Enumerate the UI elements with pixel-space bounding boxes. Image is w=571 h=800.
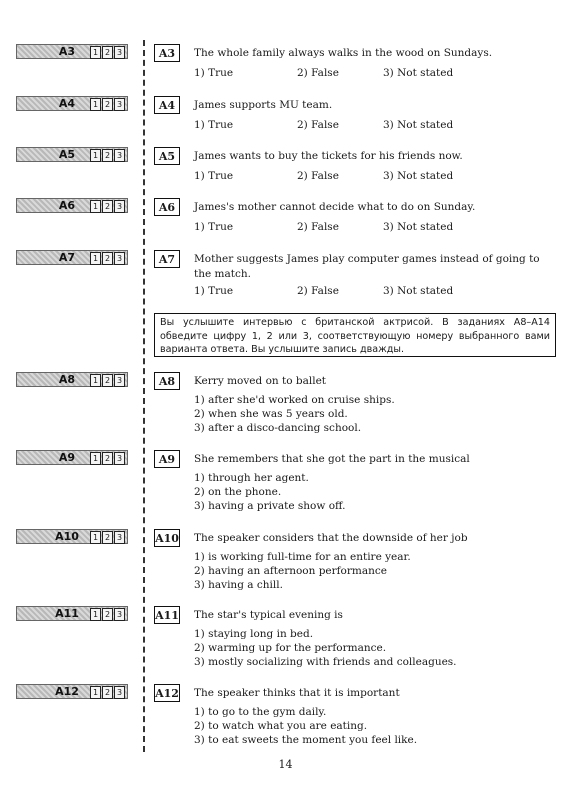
options-list: [194, 550, 411, 592]
strip-box-3[interactable]: 3: [114, 374, 125, 387]
options-list: [194, 705, 417, 747]
question-text: James supports MU team.: [194, 99, 333, 111]
answer-strip-a9: [16, 450, 128, 465]
strip-box-1[interactable]: 1: [90, 608, 101, 621]
strip-code: A7: [58, 251, 76, 264]
option-true[interactable]: 1) True: [194, 221, 234, 233]
options-list: [194, 393, 395, 435]
option-3[interactable]: 3) having a chill.: [194, 579, 283, 591]
strip-code: A5: [58, 148, 76, 161]
question-text: James wants to buy the tickets for his friends now.: [194, 150, 463, 162]
answer-strip-a4: [16, 96, 128, 111]
strip-box-1[interactable]: 1: [90, 686, 101, 699]
options-list: [194, 471, 345, 513]
strip-code: A12: [55, 685, 79, 698]
strip-box-2[interactable]: 2: [102, 149, 113, 162]
question-code: A7: [154, 250, 180, 268]
strip-code: A11: [55, 607, 79, 620]
question-text: The whole family always walks in the wood on Sundays.: [194, 47, 493, 59]
option-1[interactable]: 1) after she'd worked on cruise ships.: [194, 394, 395, 406]
strip-box-3[interactable]: 3: [114, 200, 125, 213]
strip-box-3[interactable]: 3: [114, 98, 125, 111]
strip-code: A4: [58, 97, 76, 110]
option-2[interactable]: 2) when she was 5 years old.: [194, 408, 348, 420]
question-text: Kerry moved on to ballet: [194, 375, 326, 387]
strip-box-3[interactable]: 3: [114, 452, 125, 465]
answer-strip-a12: [16, 684, 128, 699]
option-not-stated[interactable]: 3) Not stated: [383, 170, 454, 182]
option-true[interactable]: 1) True: [194, 119, 234, 131]
answer-strip-a6: [16, 198, 128, 213]
answer-strip-a5: [16, 147, 128, 162]
question-text: James's mother cannot decide what to do on Sunday.: [194, 201, 476, 213]
option-2[interactable]: 2) to watch what you are eating.: [194, 720, 368, 732]
option-3[interactable]: 3) after a disco-dancing school.: [194, 422, 362, 434]
strip-box-2[interactable]: 2: [102, 686, 113, 699]
question-code: A4: [154, 96, 180, 114]
option-not-stated[interactable]: 3) Not stated: [383, 285, 454, 297]
option-true[interactable]: 1) True: [194, 170, 234, 182]
strip-box-1[interactable]: 1: [90, 98, 101, 111]
question-text: She remembers that she got the part in the musical: [194, 453, 470, 465]
option-not-stated[interactable]: 3) Not stated: [383, 221, 454, 233]
strip-box-2[interactable]: 2: [102, 452, 113, 465]
question-code: A5: [154, 147, 180, 165]
question-code: A9: [154, 450, 180, 468]
instruction-box: Вы услышите интервью с британской актрисой. В заданиях А8–А14 обведите цифру 1, 2 или 3, соответствующую номеру выбранного вами варианта ответа. Вы услышите запись дважды.: [154, 313, 556, 357]
question-text: The speaker considers that the downside of her job: [194, 532, 468, 544]
options-row: [194, 284, 453, 298]
answer-strip-a3: [16, 44, 128, 59]
strip-box-2[interactable]: 2: [102, 608, 113, 621]
question-code: A3: [154, 44, 180, 62]
strip-box-1[interactable]: 1: [90, 531, 101, 544]
answer-strip-a10: [16, 529, 128, 544]
strip-box-3[interactable]: 3: [114, 608, 125, 621]
option-3[interactable]: 3) having a private show off.: [194, 500, 346, 512]
option-1[interactable]: 1) to go to the gym daily.: [194, 706, 327, 718]
option-false[interactable]: 2) False: [297, 67, 339, 79]
question-code: A11: [154, 606, 180, 624]
option-3[interactable]: 3) mostly socializing with friends and colleagues.: [194, 656, 457, 668]
option-false[interactable]: 2) False: [297, 170, 339, 182]
dashed-separator: [143, 40, 145, 752]
answer-strip-a7: [16, 250, 128, 265]
option-true[interactable]: 1) True: [194, 285, 234, 297]
option-2[interactable]: 2) warming up for the performance.: [194, 642, 387, 654]
strip-box-1[interactable]: 1: [90, 149, 101, 162]
strip-box-3[interactable]: 3: [114, 531, 125, 544]
strip-box-1[interactable]: 1: [90, 452, 101, 465]
strip-box-3[interactable]: 3: [114, 252, 125, 265]
option-false[interactable]: 2) False: [297, 285, 339, 297]
strip-box-3[interactable]: 3: [114, 46, 125, 59]
option-2[interactable]: 2) having an afternoon performance: [194, 565, 387, 577]
options-row: [194, 118, 453, 132]
page-number: 14: [278, 758, 293, 771]
options-list: [194, 627, 457, 669]
question-text: Mother suggests James play computer games instead of going to the match.: [194, 253, 540, 280]
option-not-stated[interactable]: 3) Not stated: [383, 119, 454, 131]
question-text: The speaker thinks that it is important: [194, 687, 400, 699]
strip-box-2[interactable]: 2: [102, 252, 113, 265]
answer-strip-a8: [16, 372, 128, 387]
options-row: [194, 66, 453, 80]
strip-box-1[interactable]: 1: [90, 200, 101, 213]
strip-code: A8: [58, 373, 76, 386]
question-code: A8: [154, 372, 180, 390]
option-true[interactable]: 1) True: [194, 67, 234, 79]
option-1[interactable]: 1) is working full-time for an entire year.: [194, 551, 411, 563]
strip-box-2[interactable]: 2: [102, 374, 113, 387]
options-row: [194, 169, 453, 183]
option-3[interactable]: 3) to eat sweets the moment you feel like.: [194, 734, 418, 746]
question-code: A6: [154, 198, 180, 216]
option-2[interactable]: 2) on the phone.: [194, 486, 282, 498]
strip-box-3[interactable]: 3: [114, 149, 125, 162]
strip-box-2[interactable]: 2: [102, 531, 113, 544]
option-1[interactable]: 1) through her agent.: [194, 472, 309, 484]
answer-strip-a11: [16, 606, 128, 621]
strip-box-2[interactable]: 2: [102, 98, 113, 111]
strip-code: A3: [58, 45, 76, 58]
question-text: The star's typical evening is: [194, 609, 343, 621]
strip-box-2[interactable]: 2: [102, 46, 113, 59]
strip-box-1[interactable]: 1: [90, 374, 101, 387]
strip-box-1[interactable]: 1: [90, 46, 101, 59]
strip-code: A10: [55, 530, 79, 543]
options-row: [194, 220, 453, 234]
strip-code: A6: [58, 199, 76, 212]
option-false[interactable]: 2) False: [297, 221, 339, 233]
strip-box-2[interactable]: 2: [102, 200, 113, 213]
strip-code: A9: [58, 451, 76, 464]
option-not-stated[interactable]: 3) Not stated: [383, 67, 454, 79]
question-code: A12: [154, 684, 180, 702]
strip-box-3[interactable]: 3: [114, 686, 125, 699]
option-false[interactable]: 2) False: [297, 119, 339, 131]
strip-box-1[interactable]: 1: [90, 252, 101, 265]
question-code: A10: [154, 529, 180, 547]
option-1[interactable]: 1) staying long in bed.: [194, 628, 314, 640]
